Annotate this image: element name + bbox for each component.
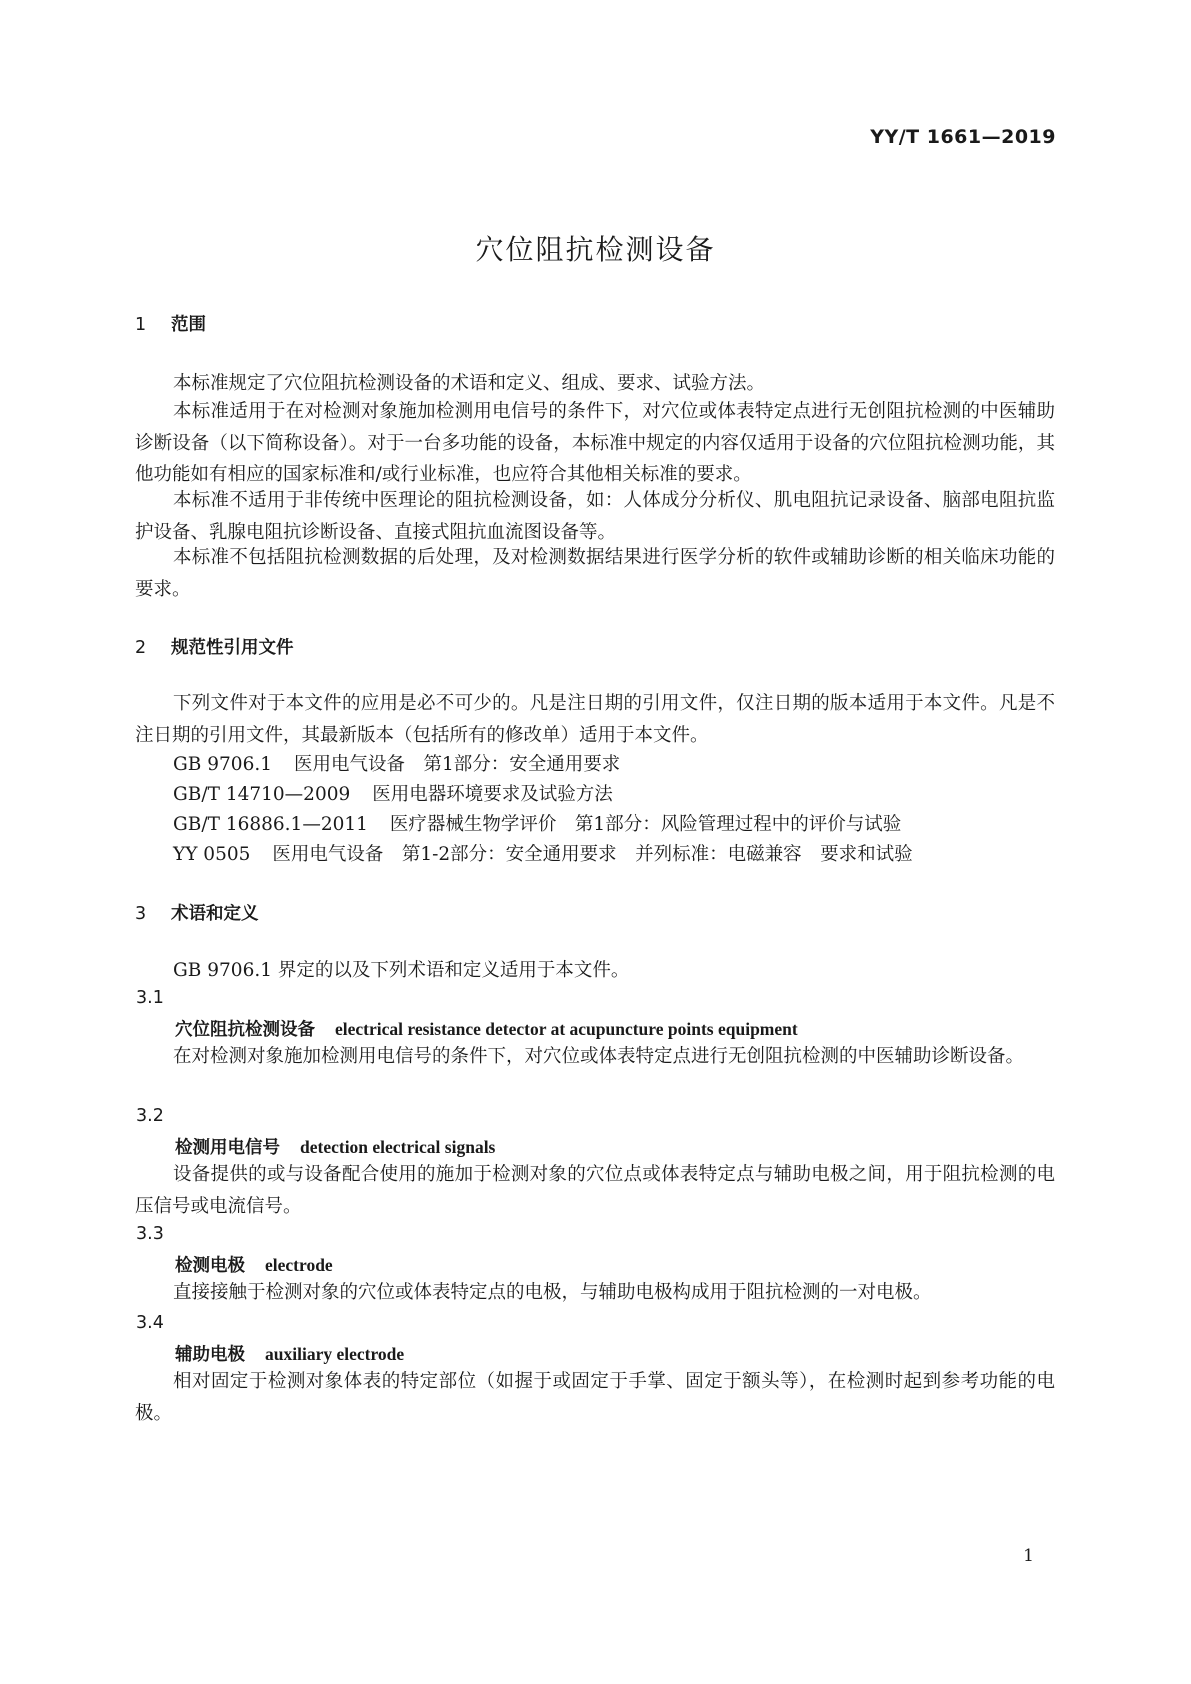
term-heading <box>175 1341 404 1366</box>
term-english: electrical resistance detector at acupuncture points equipment <box>335 1019 798 1039</box>
term-number: 3.2 <box>136 1106 164 1126</box>
normative-paragraph: 下列文件对于本文件的应用是必不可少的。凡是注日期的引用文件，仅注日期的版本适用于本文件。凡是不注日期的引用文件，其最新版本（包括所有的修改单）适用于本文件。 <box>135 693 1055 746</box>
reference-code: GB 9706.1 <box>173 754 272 775</box>
reference-name: 医用电器环境要求及试验方法 <box>372 784 613 805</box>
term-number: 3.1 <box>136 988 164 1008</box>
term-definition: 直接接触于检测对象的穴位或体表特定点的电极，与辅助电极构成用于阻抗检测的一对电极。 <box>173 1282 932 1303</box>
section-number: 1 <box>135 315 147 335</box>
term-heading <box>175 1016 798 1041</box>
reference-code: YY 0505 <box>173 844 251 865</box>
term-english: electrode <box>265 1255 333 1275</box>
page-number: 1 <box>1023 1546 1034 1566</box>
document-title: 穴位阻抗检测设备 <box>475 233 716 266</box>
term-chinese: 检测电极 <box>175 1256 245 1276</box>
scope-paragraph: 本标准适用于在对检测对象施加检测用电信号的条件下，对穴位或体表特定点进行无创阻抗检测的中医辅助诊断设备（以下简称设备）。对于一台多功能的设备，本标准中规定的内容仅适用于设备的穴位阻抗检测功能，其他功能如有相应的国家标准和/或行业标准，也应符合其他相关标准的要求。 <box>135 401 1055 485</box>
term-english: detection electrical signals <box>300 1137 496 1157</box>
reference-item <box>173 810 901 836</box>
reference-name: 医用电气设备 第1部分：安全通用要求 <box>294 754 621 775</box>
reference-name: 医疗器械生物学评价 第1部分：风险管理过程中的评价与试验 <box>389 814 902 835</box>
section-1-heading <box>135 311 206 336</box>
term-number: 3.3 <box>136 1224 164 1244</box>
term-definition: 设备提供的或与设备配合使用的施加于检测对象的穴位点或体表特定点与辅助电极之间，用于阻抗检测的电压信号或电流信号。 <box>135 1164 1055 1217</box>
reference-name: 医用电气设备 第1-2部分：安全通用要求 并列标准：电磁兼容 要求和试验 <box>272 844 913 865</box>
section-2-heading <box>135 634 294 659</box>
term-english: auxiliary electrode <box>265 1344 405 1364</box>
section-number: 3 <box>135 904 147 924</box>
section-title: 规范性引用文件 <box>171 638 294 658</box>
term-definition: 相对固定于检测对象体表的特定部位（如握于或固定于手掌、固定于额头等），在检测时起到参考功能的电极。 <box>135 1371 1055 1424</box>
section-3-heading <box>135 900 259 925</box>
scope-paragraph: 本标准规定了穴位阻抗检测设备的术语和定义、组成、要求、试验方法。 <box>173 373 766 394</box>
term-heading <box>175 1134 495 1159</box>
reference-item <box>173 840 913 866</box>
term-chinese: 辅助电极 <box>175 1345 245 1365</box>
term-heading <box>175 1252 333 1277</box>
section-number: 2 <box>135 638 147 658</box>
term-number: 3.4 <box>136 1313 164 1333</box>
terms-intro: GB 9706.1 界定的以及下列术语和定义适用于本文件。 <box>173 960 630 981</box>
document-code: YY/T 1661—2019 <box>870 126 1056 148</box>
section-title: 范围 <box>171 315 206 335</box>
section-title: 术语和定义 <box>171 904 259 924</box>
reference-code: GB/T 14710—2009 <box>173 784 351 805</box>
scope-paragraph: 本标准不包括阻抗检测数据的后处理，及对检测数据结果进行医学分析的软件或辅助诊断的相关临床功能的要求。 <box>135 547 1055 600</box>
scope-paragraph: 本标准不适用于非传统中医理论的阻抗检测设备，如：人体成分分析仪、肌电阻抗记录设备、脑部电阻抗监护设备、乳腺电阻抗诊断设备、直接式阻抗血流图设备等。 <box>135 490 1055 543</box>
reference-item <box>173 780 613 806</box>
term-chinese: 检测用电信号 <box>175 1138 280 1158</box>
reference-code: GB/T 16886.1—2011 <box>173 814 368 835</box>
reference-item <box>173 750 620 776</box>
term-definition: 在对检测对象施加检测用电信号的条件下，对穴位或体表特定点进行无创阻抗检测的中医辅助诊断设备。 <box>173 1046 1025 1067</box>
term-chinese: 穴位阻抗检测设备 <box>175 1020 315 1040</box>
